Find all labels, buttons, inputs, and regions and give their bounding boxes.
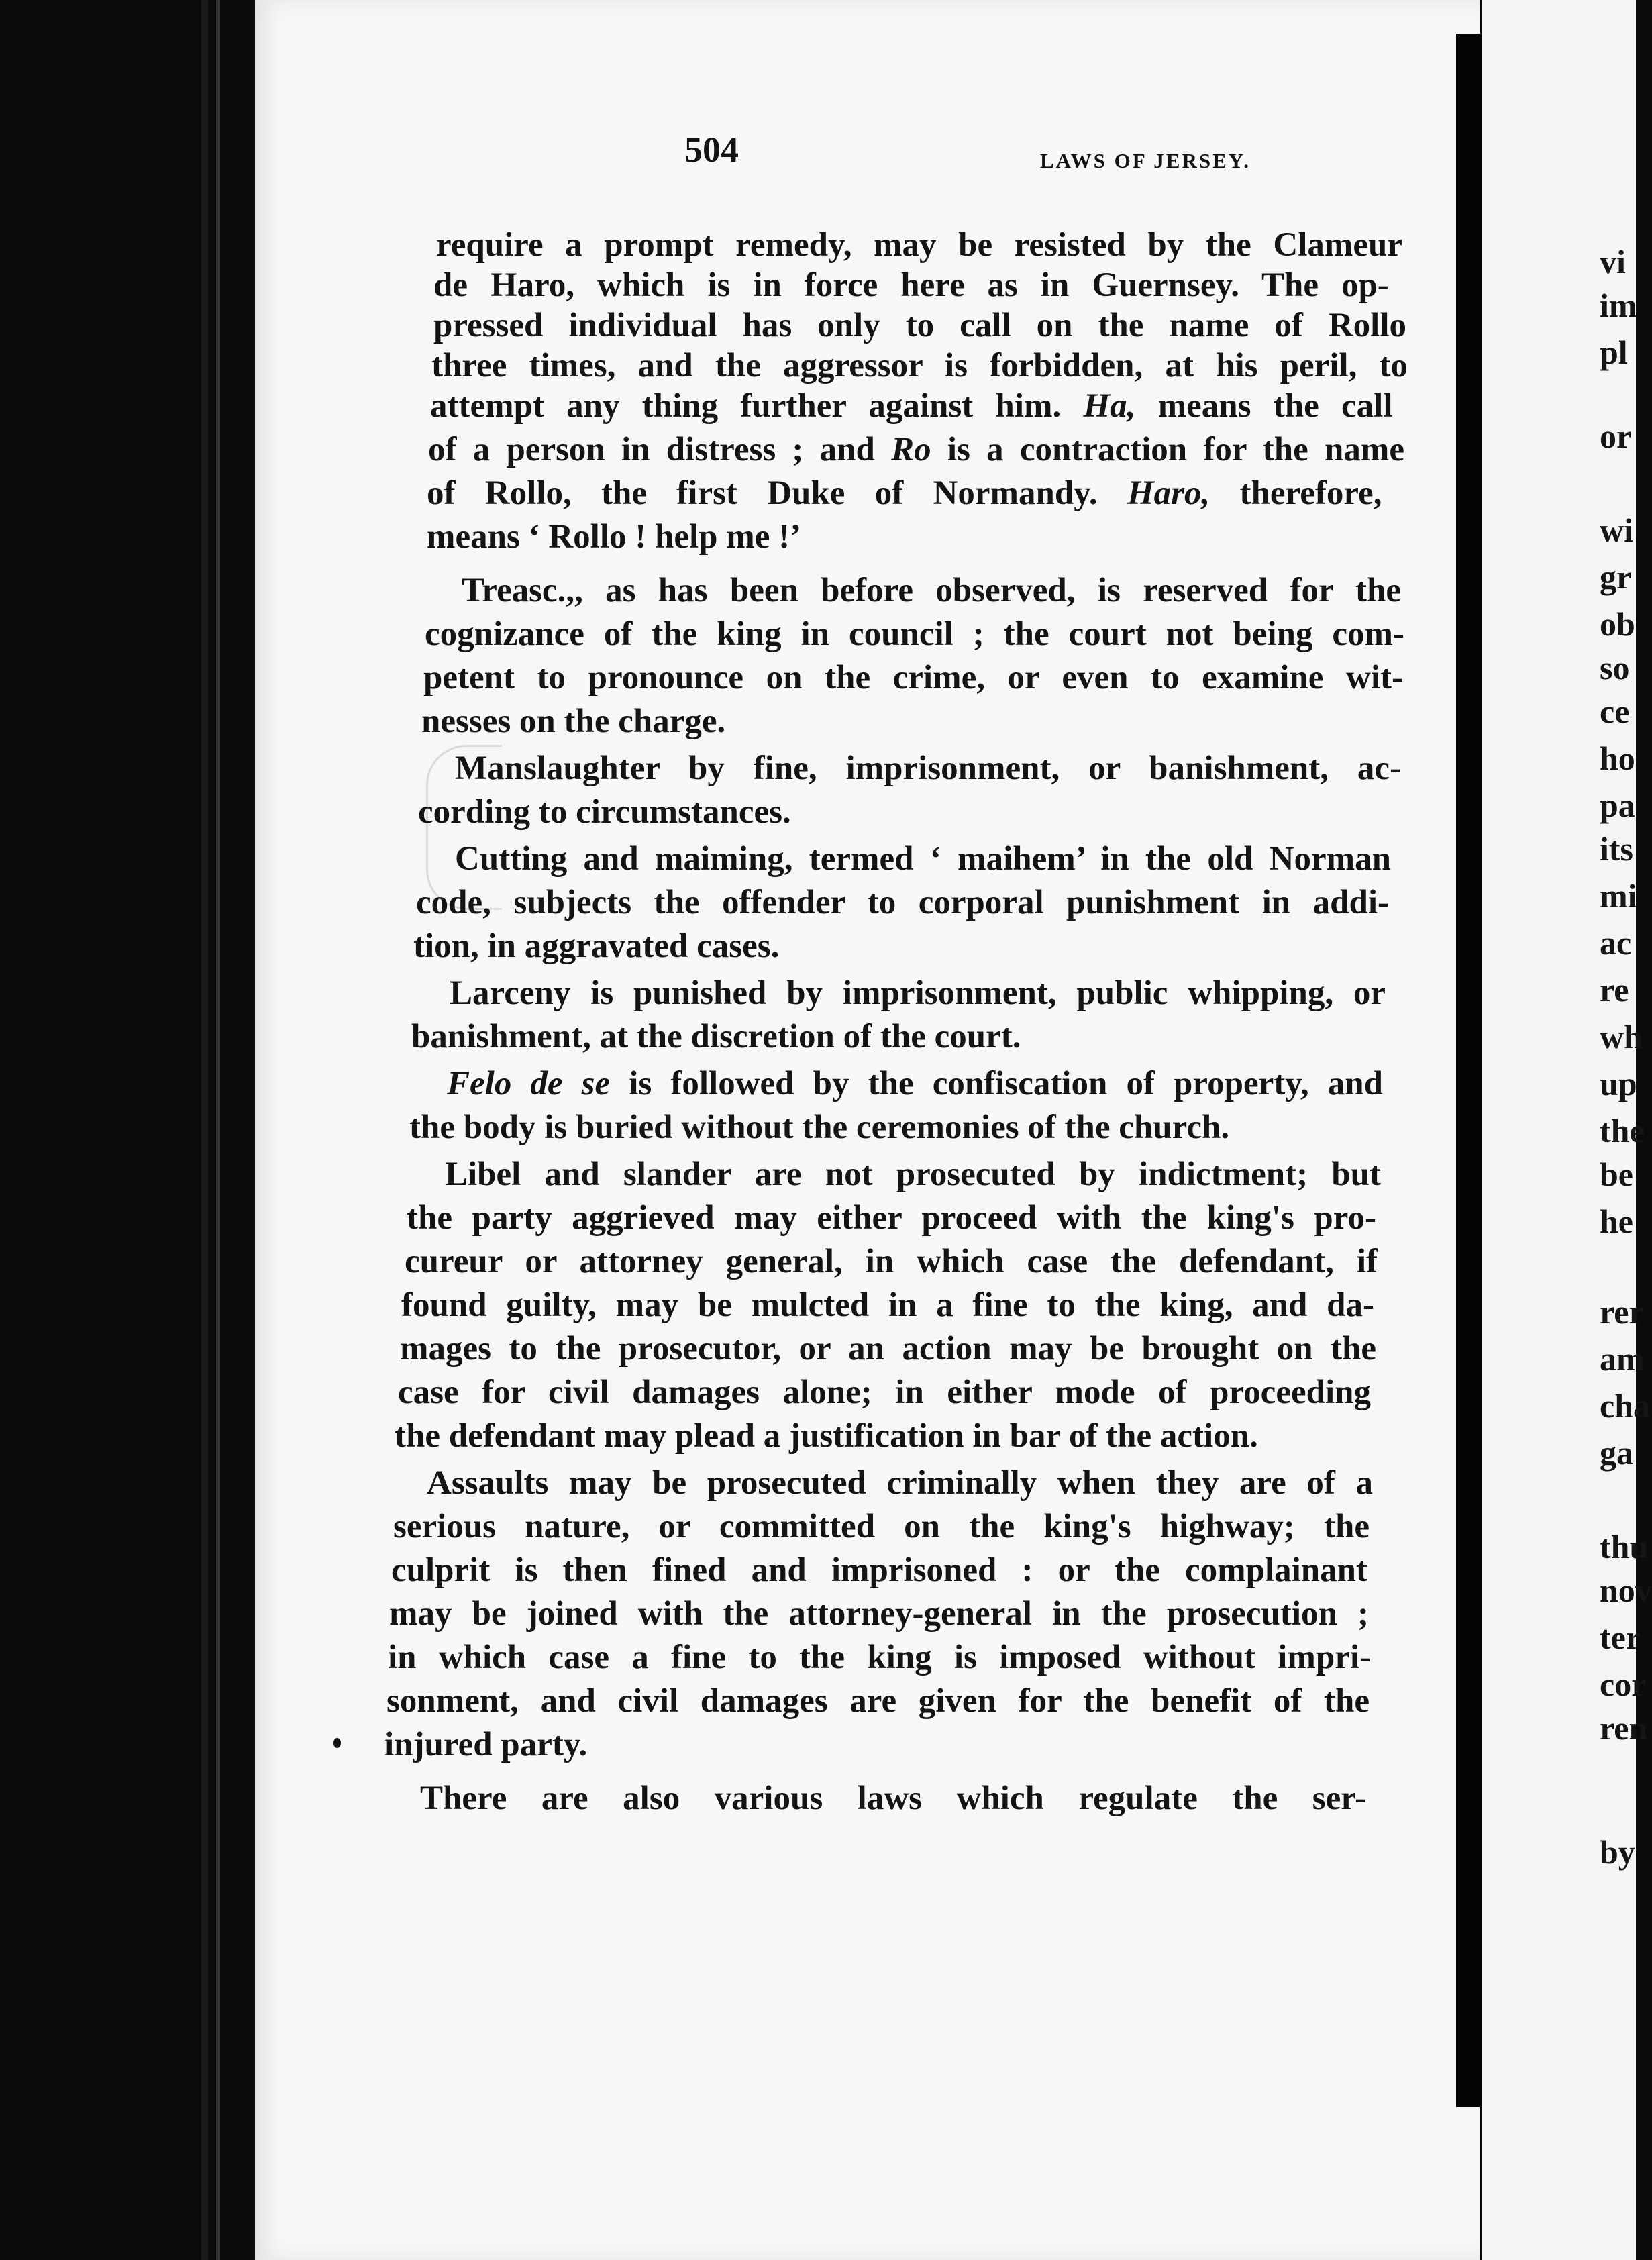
facing-page-text-fragment: wi <box>1600 511 1633 549</box>
italic-run: Ha, <box>1083 387 1136 425</box>
text-line <box>393 1510 1370 1544</box>
text-run: petent to pronounce on the crime, or even to examine wit- <box>423 659 1403 697</box>
facing-page-text-fragment: be <box>1600 1155 1633 1193</box>
text-line <box>409 1111 1229 1145</box>
facing-page-text-fragment: the <box>1600 1112 1645 1149</box>
facing-page-text-fragment: ce <box>1600 692 1630 730</box>
text-line <box>433 268 1389 303</box>
facing-page-text-fragment: or <box>1600 417 1632 455</box>
paragraph-first-line <box>447 1067 1383 1101</box>
text-run: tion, in aggravated cases. <box>413 927 780 965</box>
text-run: de Haro, which is in force here as in Guernsey. The op- <box>433 266 1389 304</box>
text-run: sonment, and civil damages are given for the benefit of the <box>386 1682 1370 1720</box>
text-line <box>423 661 1403 695</box>
text-run: three times, and the aggressor is forbidden, at his peril, to <box>431 347 1408 384</box>
text-run: Assaults may be prosecuted criminally when they are of a <box>427 1464 1373 1502</box>
facing-page-text-fragment: pl <box>1600 333 1628 371</box>
facing-page-text-fragment: ac <box>1600 924 1632 962</box>
text-run: means the call <box>1135 387 1393 425</box>
italic-run: Felo de se <box>447 1065 611 1102</box>
facing-page-text-fragment: by <box>1600 1833 1635 1871</box>
text-run: cognizance of the king in council ; the court not being com- <box>425 615 1404 653</box>
text-run: is a contraction for the name <box>931 431 1404 468</box>
binding-edge-inner <box>216 0 220 2260</box>
paragraph-first-line <box>450 976 1386 1011</box>
facing-page-text-fragment: ho <box>1600 739 1635 777</box>
facing-page-text-fragment: he <box>1600 1202 1633 1240</box>
facing-page-text-fragment: vi <box>1600 243 1626 280</box>
text-line <box>413 929 779 964</box>
facing-page-text-fragment: ren <box>1600 1709 1648 1747</box>
text-run: the defendant may plead a justification in bar of the action. <box>395 1417 1258 1455</box>
text-run: pressed individual has only to call on the name of Rollo <box>433 307 1406 344</box>
text-line <box>418 795 791 829</box>
text-run: serious nature, or committed on the king's highway; the <box>393 1508 1370 1545</box>
facing-page-text-fragment: up <box>1600 1065 1637 1102</box>
text-line <box>401 1288 1374 1323</box>
facing-page-text-fragment: cor <box>1600 1665 1647 1703</box>
text-line <box>400 1332 1376 1366</box>
text-run: is followed by the confiscation of property, and <box>610 1065 1383 1102</box>
text-run: code, subjects the offender to corporal punishment in addi- <box>416 884 1389 921</box>
text-line <box>386 1684 1370 1718</box>
binding-edge <box>201 0 208 2260</box>
facing-page-text-fragment: its <box>1600 830 1633 868</box>
text-run: require a prompt remedy, may be resisted by the Clameur <box>436 226 1402 264</box>
facing-page-text-fragment: gr <box>1600 558 1632 596</box>
page-number: 504 <box>684 130 739 170</box>
text-run: Libel and slander are not prosecuted by indictment; but <box>445 1155 1381 1193</box>
text-run: There are also various laws which regulate the ser- <box>420 1780 1366 1817</box>
text-run: may be joined with the attorney-general in the prosecution ; <box>389 1595 1369 1633</box>
text-run: of Rollo, the first Duke of Normandy. <box>427 474 1127 512</box>
paragraph-first-line <box>455 752 1401 786</box>
facing-page-text-fragment: so <box>1600 649 1630 686</box>
text-line <box>436 228 1402 262</box>
text-run: injured party. <box>384 1726 588 1763</box>
facing-page-text-fragment: ob <box>1600 605 1635 643</box>
text-line <box>425 617 1404 652</box>
facing-page-text-fragment: mi <box>1600 877 1637 915</box>
text-run: attempt any thing further against him. <box>430 387 1084 425</box>
facing-page-text-fragment: wh <box>1600 1018 1643 1056</box>
text-run: cureur or attorney general, in which case the defendant, if <box>405 1243 1378 1280</box>
body-text <box>255 0 1480 2260</box>
paragraph-first-line <box>455 842 1391 876</box>
text-run: means ‘ Rollo ! help me !’ <box>427 518 802 556</box>
facing-page-text-fragment: thu <box>1600 1528 1649 1565</box>
facing-page-text-fragment: am <box>1600 1340 1645 1378</box>
text-run: cording to circumstances. <box>418 793 791 831</box>
text-run: the body is buried without the ceremonies of the church. <box>409 1109 1230 1146</box>
text-line <box>405 1245 1378 1279</box>
text-run: in which case a fine to the king is imposed without impri- <box>388 1639 1371 1676</box>
facing-page-text-fragment: pa <box>1600 786 1635 824</box>
running-head: LAWS OF JERSEY. <box>1040 149 1251 172</box>
text-run: therefore, <box>1210 474 1382 512</box>
text-line <box>430 389 1393 423</box>
text-run: of a person in distress ; and <box>428 431 892 468</box>
book-page <box>255 0 1480 2260</box>
text-run: found guilty, may be mulcted in a fine to the king, and da- <box>401 1286 1374 1324</box>
text-run: the party aggrieved may either proceed with the king's pro- <box>407 1199 1376 1237</box>
page-gutter <box>1456 34 1483 2107</box>
facing-page-text-fragment: im <box>1600 287 1637 324</box>
text-run: culprit is then fined and imprisoned : or the complainant <box>391 1551 1367 1589</box>
text-line <box>427 520 801 554</box>
text-run: mages to the prosecutor, or an action may be brought on the <box>400 1330 1376 1368</box>
text-run: Larceny is punished by imprisonment, public whipping, or <box>450 974 1386 1012</box>
facing-page-text-fragment: nov <box>1600 1572 1652 1609</box>
text-run: case for civil damages alone; in either mode of proceeding <box>398 1374 1371 1411</box>
text-run: nesses on the charge. <box>421 703 726 740</box>
text-line <box>433 309 1406 343</box>
text-line <box>389 1597 1369 1631</box>
text-line <box>398 1376 1371 1410</box>
text-line <box>431 349 1408 383</box>
text-run: Manslaughter by fine, imprisonment, or banishment, ac- <box>455 750 1401 787</box>
facing-page-text-fragment: ter <box>1600 1619 1641 1656</box>
text-line <box>416 886 1389 920</box>
paragraph-first-line <box>427 1466 1373 1500</box>
text-run: banishment, at the discretion of the court. <box>411 1018 1021 1056</box>
text-line <box>428 433 1404 467</box>
text-line <box>421 705 725 739</box>
facing-page-text-fragment: ga <box>1600 1434 1633 1472</box>
italic-run: Haro, <box>1127 474 1210 512</box>
paragraph-first-line <box>420 1782 1366 1816</box>
facing-page-text-fragment: cha <box>1600 1387 1650 1425</box>
text-line <box>427 476 1382 511</box>
text-line <box>391 1553 1367 1588</box>
text-line <box>407 1201 1376 1235</box>
facing-page-text-fragment: re <box>1600 971 1629 1009</box>
paragraph-first-line <box>445 1155 1381 1193</box>
text-line <box>388 1641 1371 1675</box>
text-run: Cutting and maiming, termed ‘ maihem’ in the old Norman <box>455 840 1391 878</box>
text-line <box>411 1020 1021 1054</box>
text-line <box>384 1728 587 1762</box>
text-line <box>395 1419 1258 1453</box>
facing-page-text-fragment: rer <box>1600 1293 1644 1331</box>
text-run: Treasc.,, as has been before observed, is reserved for the <box>462 572 1401 609</box>
italic-run: Ro <box>891 431 931 468</box>
ink-spot <box>333 1738 341 1748</box>
paragraph-first-line <box>462 574 1401 608</box>
facing-page-edge <box>1482 0 1652 2260</box>
